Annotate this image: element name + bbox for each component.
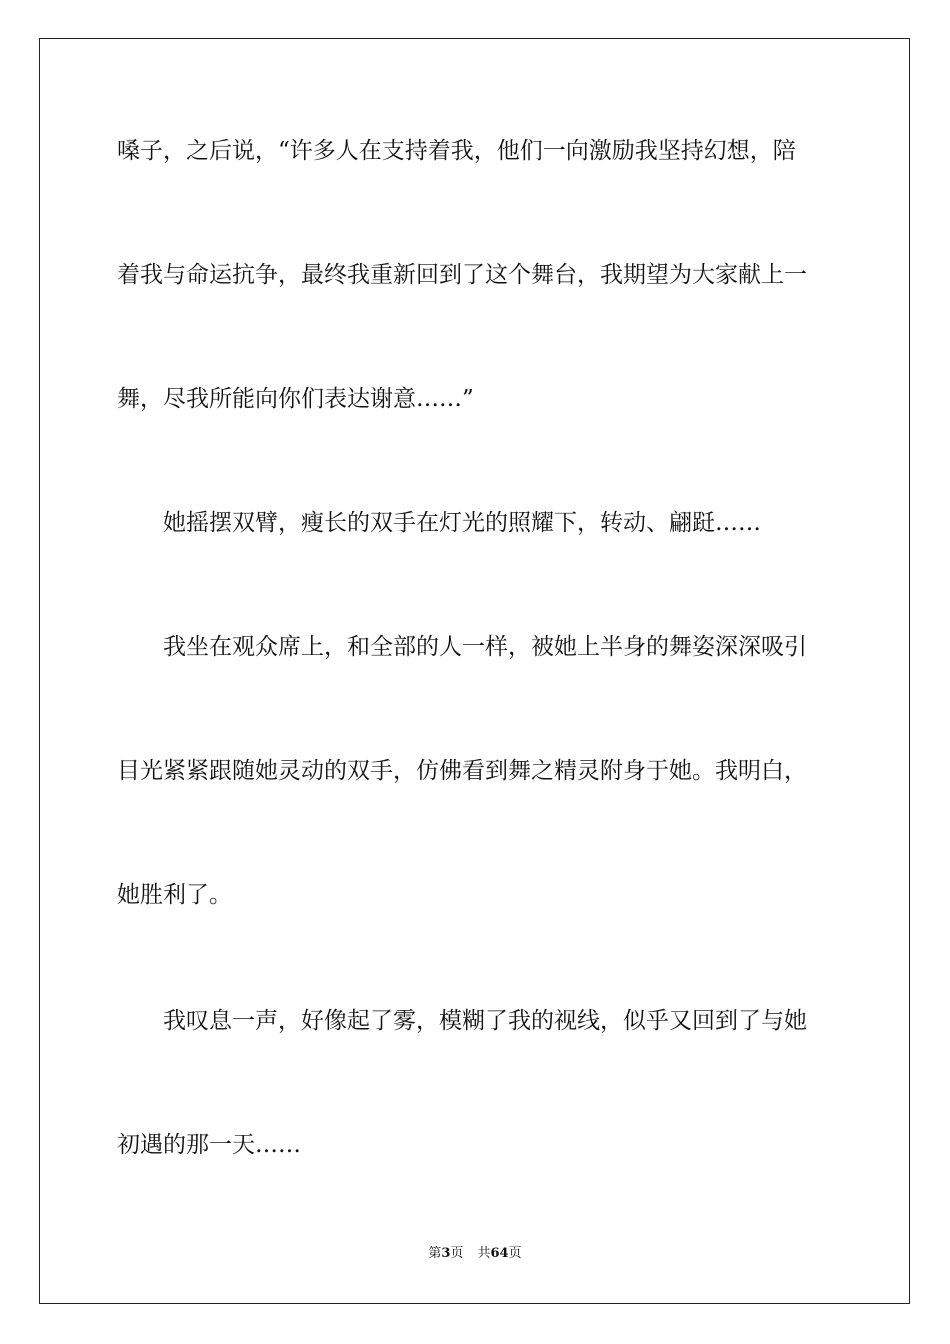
text-line: 嗓子，之后说，“许多人在支持着我，他们一向激励我坚持幻想，陪 xyxy=(117,138,796,164)
text-line: 着我与命运抗争，最终我重新回到了这个舞台，我期望为大家献上一 xyxy=(117,262,807,288)
page-number: 3 xyxy=(441,1246,451,1261)
total-prefix: 共 xyxy=(477,1246,491,1261)
text-line: 初遇的那一天…… xyxy=(117,1132,301,1158)
paragraph-first-line: 我叹息一声，好像起了雾，模糊了我的视线，似乎又回到了与她 xyxy=(163,1008,807,1034)
page-border xyxy=(39,38,910,1304)
text-line: 她胜利了。 xyxy=(117,882,232,908)
text-line: 目光紧紧跟随她灵动的双手，仿佛看到舞之精灵附身于她。我明白， xyxy=(117,758,807,784)
paragraph-first-line: 她摇摆双臂，瘦长的双手在灯光的照耀下，转动、翩跹…… xyxy=(163,510,761,536)
text-line: 舞，尽我所能向你们表达谢意……” xyxy=(117,386,474,412)
total-suffix: 页 xyxy=(508,1246,522,1261)
page-suffix: 页 xyxy=(450,1246,464,1261)
total-pages: 64 xyxy=(490,1246,509,1261)
page-footer xyxy=(0,1246,950,1262)
page-prefix: 第 xyxy=(428,1246,442,1261)
paragraph-first-line: 我坐在观众席上，和全部的人一样，被她上半身的舞姿深深吸引 xyxy=(163,634,807,660)
